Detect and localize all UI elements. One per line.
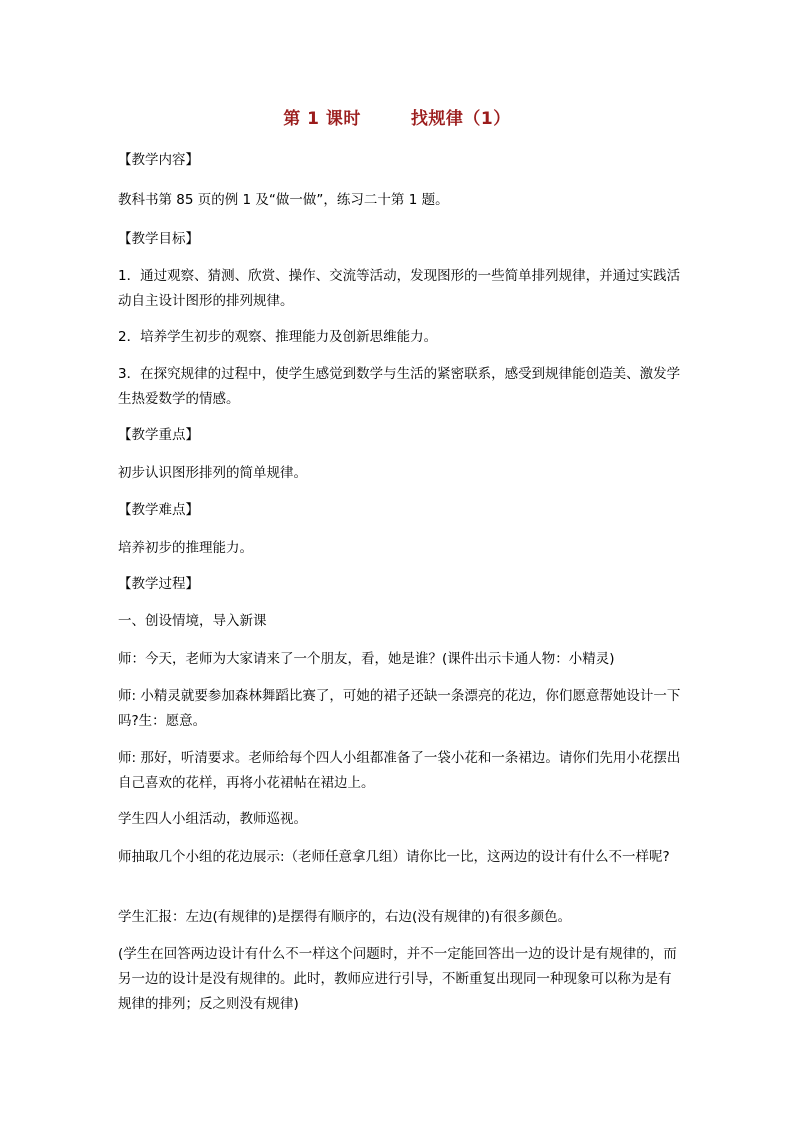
student-report: 学生汇报：左边(有规律的)是摆得有顺序的，右边(没有规律的)有很多颜色。 bbox=[118, 909, 572, 925]
dialogue-4: 师抽取几个小组的花边展示:（老师任意拿几组）请你比一比，这两边的设计有什么不一样呢? bbox=[118, 849, 670, 865]
dialogue-1: 师：今天，老师为大家请来了一个朋友，看，她是谁？(课件出示卡通人物：小精灵) bbox=[118, 651, 615, 667]
key-points-text: 初步认识图形排列的简单规律。 bbox=[118, 465, 307, 481]
heading-content: 【教学内容】 bbox=[118, 152, 199, 168]
heading-difficulties: 【教学难点】 bbox=[118, 502, 199, 518]
objective-1: 1．通过观察、猜测、欣赏、操作、交流等活动，发现图形的一些简单排列规律，并通过实践活动自主设计图形的排列规律。 bbox=[118, 268, 681, 309]
lesson-topic: 找规律（1） bbox=[410, 109, 511, 129]
dialogue-3: 师: 那好，听清要求。老师给每个四人小组都准备了一袋小花和一条裙边。请你们先用小花摆出自己喜欢的花样，再将小花裙帖在裙边上。 bbox=[118, 750, 681, 791]
heading-key-points: 【教学重点】 bbox=[118, 427, 199, 443]
objective-2: 2．培养学生初步的观察、推理能力及创新思维能力。 bbox=[118, 329, 438, 345]
heading-objectives: 【教学目标】 bbox=[118, 231, 199, 247]
activity-text: 学生四人小组活动，教师巡视。 bbox=[118, 811, 307, 827]
difficulties-text: 培养初步的推理能力。 bbox=[118, 540, 253, 556]
objective-3: 3．在探究规律的过程中，使学生感觉到数学与生活的紧密联系，感受到规律能创造美、激发学生热爱数学的情感。 bbox=[118, 366, 681, 407]
heading-process: 【教学过程】 bbox=[118, 576, 199, 592]
dialogue-2: 师: 小精灵就要参加森林舞蹈比赛了，可她的裙子还缺一条漂亮的花边，你们愿意帮她设计一下吗?生：愿意。 bbox=[118, 688, 681, 729]
teacher-note: (学生在回答两边设计有什么不一样这个问题时，并不一定能回答出一边的设计是有规律的，而另一边的设计是没有规律的。此时，教师应进行引导，不断重复出现同一种现象可以称为是有规律的排列；反之则没有规律) bbox=[118, 946, 677, 1012]
lesson-number: 第 1 课时 bbox=[283, 109, 361, 129]
lesson-title bbox=[0, 104, 794, 129]
content-text: 教科书第 85 页的例 1 及“做一做”，练习二十第 1 题。 bbox=[118, 192, 449, 208]
section-intro-heading: 一、创设情境，导入新课 bbox=[118, 613, 267, 629]
